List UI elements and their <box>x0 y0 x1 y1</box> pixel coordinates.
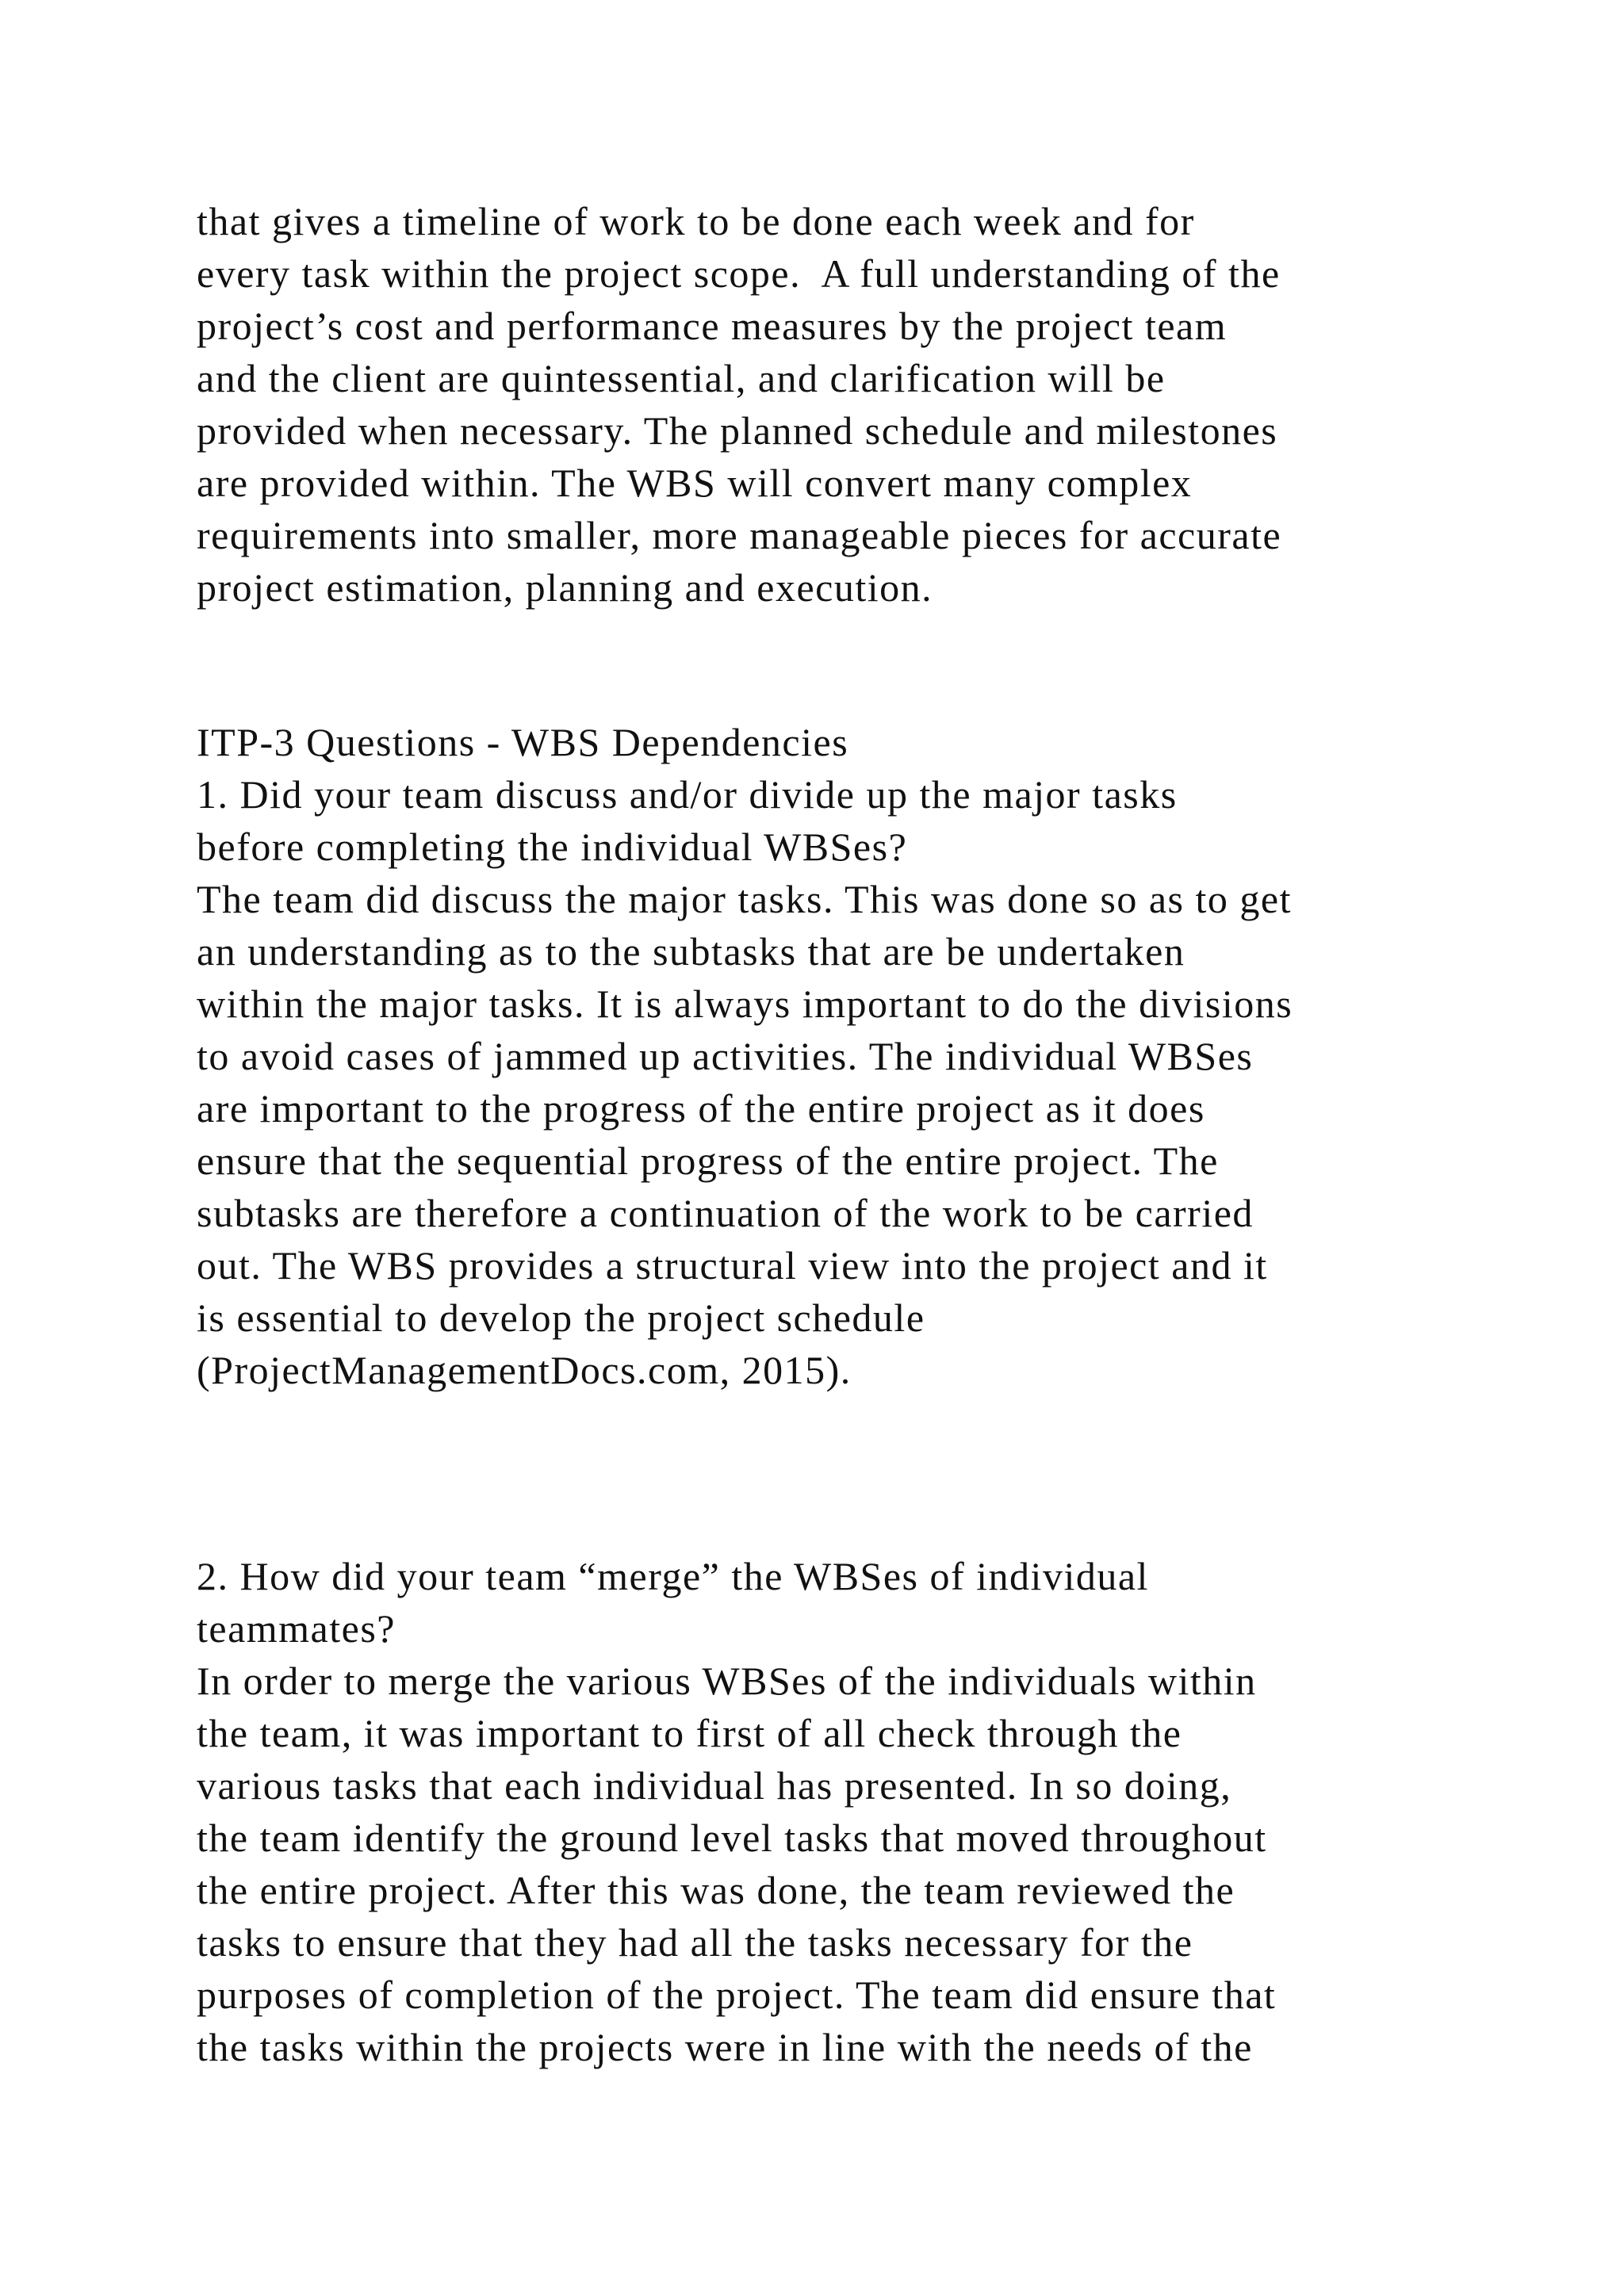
text-line: tasks to ensure that they had all the tasks necessary for the <box>197 1920 1193 1965</box>
question-2-line: 2. How did your team “merge” the WBSes of individual <box>197 1554 1149 1598</box>
text-line: within the major tasks. It is always important to do the divisions <box>197 982 1293 1026</box>
question-1-line: 1. Did your team discuss and/or divide up the major tasks <box>197 772 1178 817</box>
section-block <box>197 716 1497 873</box>
answer-2-paragraph <box>197 1655 1497 2073</box>
text-line: the team, it was important to first of all check through the <box>197 1711 1182 1755</box>
text-line: ensure that the sequential progress of the entire project. The <box>197 1138 1219 1183</box>
text-line: an understanding as to the subtasks that are be undertaken <box>197 929 1185 974</box>
text-line: out. The WBS provides a structural view into the project and it <box>197 1243 1268 1288</box>
text-line: subtasks are therefore a continuation of the work to be carried <box>197 1191 1254 1235</box>
text-line: project estimation, planning and execution. <box>197 565 933 610</box>
text-line: project’s cost and performance measures by the project team <box>197 304 1228 348</box>
section-heading: ITP-3 Questions - WBS Dependencies <box>197 720 849 764</box>
text-line: provided when necessary. The planned schedule and milestones <box>197 408 1278 453</box>
question-1-line: before completing the individual WBSes? <box>197 825 908 869</box>
text-line: the entire project. After this was done, the team reviewed the <box>197 1868 1235 1912</box>
text-line: (ProjectManagementDocs.com, 2015). <box>197 1348 852 1392</box>
text-line: In order to merge the various WBSes of the individuals within <box>197 1659 1257 1703</box>
text-line: are important to the progress of the entire project as it does <box>197 1086 1205 1131</box>
text-line: to avoid cases of jammed up activities. The individual WBSes <box>197 1034 1254 1078</box>
text-line: requirements into smaller, more manageable pieces for accurate <box>197 513 1282 557</box>
text-line: the team identify the ground level tasks that moved throughout <box>197 1816 1267 1860</box>
text-line: every task within the project scope. A full understanding of the <box>197 251 1281 296</box>
text-line: purposes of completion of the project. The team did ensure that <box>197 1973 1277 2017</box>
intro-paragraph <box>197 195 1497 614</box>
answer-1-paragraph <box>197 873 1497 1396</box>
text-line: various tasks that each individual has presented. In so doing, <box>197 1763 1232 1808</box>
text-line: and the client are quintessential, and clarification will be <box>197 356 1166 400</box>
text-line: that gives a timeline of work to be done each week and for <box>197 199 1195 243</box>
question-2 <box>197 1550 1497 1655</box>
text-line: the tasks within the projects were in line with the needs of the <box>197 2025 1253 2069</box>
text-line: The team did discuss the major tasks. This was done so as to get <box>197 877 1292 921</box>
text-line: is essential to develop the project schedule <box>197 1295 925 1340</box>
question-2-line: teammates? <box>197 1606 396 1651</box>
text-line: are provided within. The WBS will convert many complex <box>197 461 1193 505</box>
